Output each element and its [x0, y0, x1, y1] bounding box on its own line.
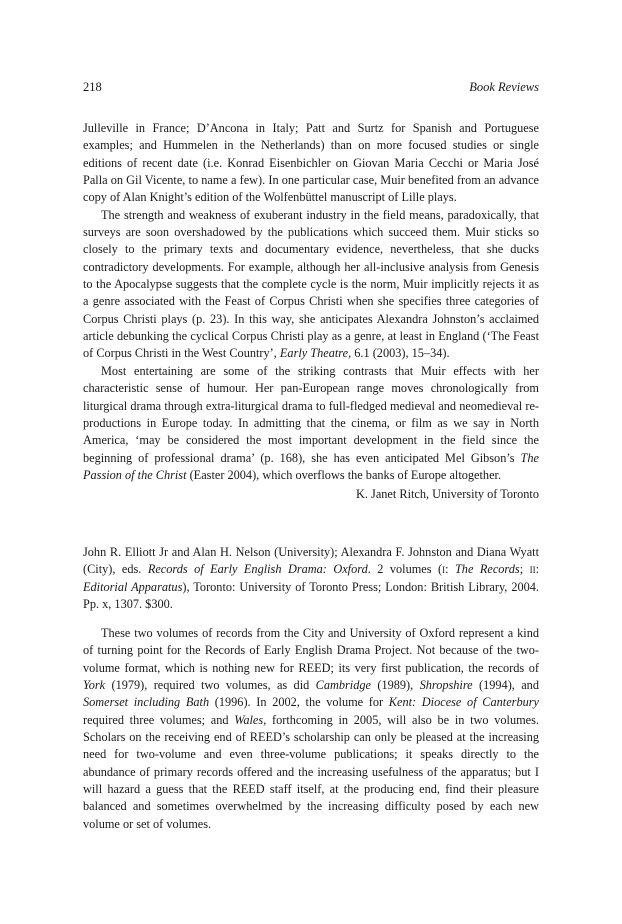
volume-numeral: ii — [529, 562, 536, 577]
review-paragraph — [83, 120, 539, 207]
italic-title: Records of Early English Drama: Oxford — [147, 562, 368, 577]
text-run: (1989), — [370, 677, 420, 692]
text-run: : — [535, 562, 539, 577]
review-reed-oxford — [83, 625, 539, 833]
italic-title: Somerset including Bath — [83, 695, 210, 710]
text-run: Julleville in France; D’Ancona in Italy; Patt and Surtz for Spanish and Portuguese examples; and Hummelen in the Netherlands) than on more focused studies or single editions of recent date (i.e. Konrad Eisenbichler on Giovan Maria Cecchi or Maria José Palla on Gil Vicente, to name a few). In one particular case, Muir benefited from an advance copy of Alan Knight’s edition of the Wolfenbüttel manuscript of Lille plays. — [83, 121, 539, 205]
citation-text — [83, 544, 539, 614]
volume-numeral: i — [442, 562, 446, 577]
italic-title: Editorial Apparatus — [83, 579, 183, 594]
italic-title: Wales — [234, 712, 264, 727]
text-run: . 2 volumes ( — [367, 562, 443, 577]
italic-title: Shropshire — [419, 677, 473, 692]
running-title: Book Reviews — [469, 80, 539, 94]
italic-title: Kent: Diocese of Canterbury — [388, 695, 539, 710]
reviewer-signature: K. Janet Ritch, University of Toronto — [356, 487, 539, 502]
italic-title: Cambridge — [315, 677, 371, 692]
text-run: Most entertaining are some of the striking contrasts that Muir effects with her characteristic sense of humour. Her pan-European range moves chronologically from liturgical drama through extra-liturgical drama to full-fledged medieval and neomedieval re-productions in Europe today. In admitting that the cinema, or film as we say in North America, ‘may be considered the most important development in the field since the beginning of professional drama’ (p. 168), she has even anticipated Mel Gibson’s — [83, 363, 539, 465]
text-run: These two volumes of records from the City and University of Oxford represent a kind of turning point for the Records of Early English Drama Project. Not because of the two-volume format, which is nothing new for REED; its very first publication, the records of — [83, 625, 539, 675]
italic-title: The Records — [454, 562, 520, 577]
text-run: (1979), required two volumes, as did — [105, 677, 316, 692]
italic-title: Early Theatre — [279, 346, 349, 361]
text-run: , 6.1 (2003), 15–34). — [348, 346, 450, 361]
text-run: ; — [519, 562, 530, 577]
italic-title: York — [83, 677, 106, 692]
page-number: 218 — [83, 80, 102, 94]
text-run: (Easter 2004), which overflows the banks of Europe altogether. — [186, 467, 502, 482]
text-run: ), Toronto: University of Toronto Press; London: British Library, 2004. Pp. x, 1307. $300. — [83, 579, 539, 612]
text-run: (1994), and — [472, 677, 539, 692]
review-paragraph — [83, 363, 539, 484]
text-run: The strength and weakness of exuberant industry in the field means, paradoxically, that surveys are soon overshadowed by the publications which succeed them. Muir sticks so closely to the primary texts and documentary evidence, nevertheless, that she ducks contradictory developments. For example, although her all-inclusive analysis from Genesis to the Apocalypse suggests that the complete cycle is the norm, Muir implicitly rejects it as a genre associated with the Feast of Corpus Christi when she specifies three categories of Corpus Christi plays (p. 23). In this way, she anticipates Alexandra Johnston’s acclaimed article debunking the cyclical Corpus Christi play as a genre, at least in England (‘The Feast of Corpus Christi in the West Country’, — [83, 207, 539, 361]
text-run: required three volumes; and — [83, 712, 235, 727]
review-paragraph — [83, 207, 539, 363]
text-run: : — [445, 562, 455, 577]
review-paragraph — [83, 625, 539, 833]
text-run: John R. Elliott Jr and Alan H. Nelson (University); Alexandra F. Johnston and Diana Wyatt (City), eds. — [83, 544, 539, 577]
italic-title: The Passion of the Christ — [83, 450, 539, 482]
review-muir — [83, 120, 539, 504]
book-review-page — [83, 78, 539, 833]
text-run: , forthcoming in 2005, will also be in two volumes. Scholars on the receiving end of REED’s scholarship can only be pleased at the increasing need for two-volume and even three-volume publications; it speaks directly to the abundance of primary records offered and the increasing usefulness of the apparatus; but I will hazard a guess that the REED staff itself, at the producing end, find their pleasure balanced and sometimes overwhelmed by the increasing difficulty posed by each new volume or set of volumes. — [83, 712, 540, 831]
text-run: (1996). In 2002, the volume for — [209, 695, 389, 710]
running-header — [83, 78, 539, 96]
book-citation — [83, 544, 539, 614]
